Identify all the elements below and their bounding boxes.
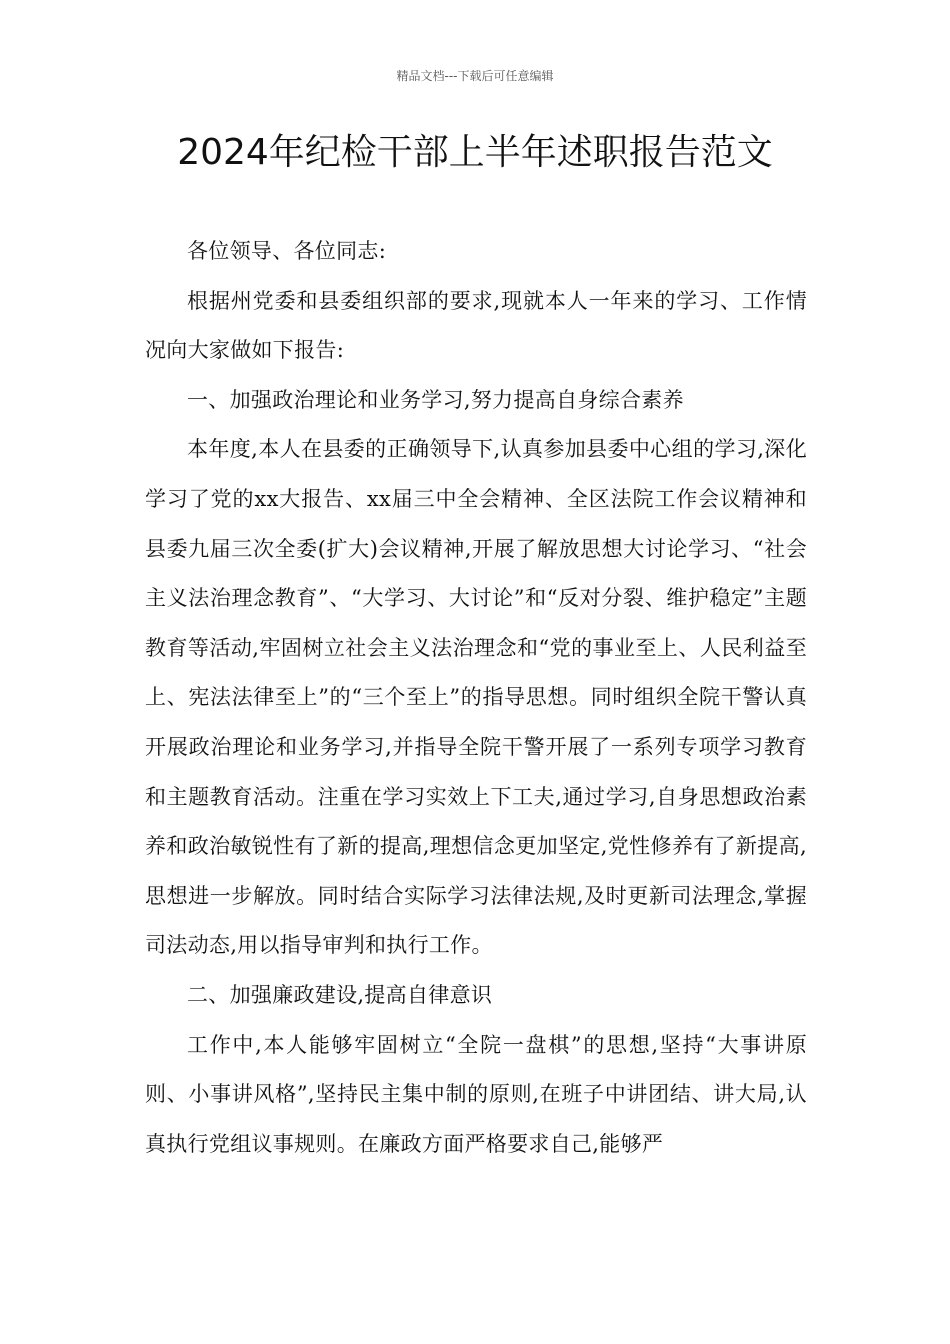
document-title: 2024年纪检干部上半年述职报告范文 [177,132,773,173]
body-paragraph-2: 工作中,本人能够牢固树立“全院一盘棋”的思想,坚持“大事讲原则、小事讲风格”,坚持民主集中制的原则,在班子中讲团结、讲大局,认真执行党组议事规则。在廉政方面严格要求自己,能够严 [145,1032,807,1156]
header-watermark: 精品文档---下载后可任意编辑 [396,69,554,83]
salutation: 各位领导、各位同志: [187,239,387,263]
section-heading-2: 二、加强廉政建设,提高自律意识 [187,982,493,1007]
body-paragraph-1: 本年度,本人在县委的正确领导下,认真参加县委中心组的学习,深化学习了党的xx大报告、xx届三中全会精神、全区法院工作会议精神和县委九届三次全委(扩大)会议精神,开展了解放思想大讨论学习、“社会主义法治理念教育”、“大学习、大讨论”和“反对分裂、维护稳定”主题教育等活动,牢固树立社会主义法治理念和“党的事业至上、人民利益至上、宪法法律至上”的“三个至上”的指导思想。同时组织全院干警认真开展政治理论和业务学习,并指导全院干警开展了一系列专项学习教育和主题教育活动。注重在学习实效上下工夫,通过学习,自身思想政治素养和政治敏锐性有了新的提高,理想信念更加坚定,党性修养有了新提高,思想进一步解放。同时结合实际学习法律法规,及时更新司法理念,掌握司法动态,用以指导审判和执行工作。 [145,437,807,958]
intro-paragraph: 根据州党委和县委组织部的要求,现就本人一年来的学习、工作情况向大家做如下报告: [145,288,807,363]
document-body [145,227,807,1169]
section-heading-1: 一、加强政治理论和业务学习,努力提高自身综合素养 [187,387,684,412]
